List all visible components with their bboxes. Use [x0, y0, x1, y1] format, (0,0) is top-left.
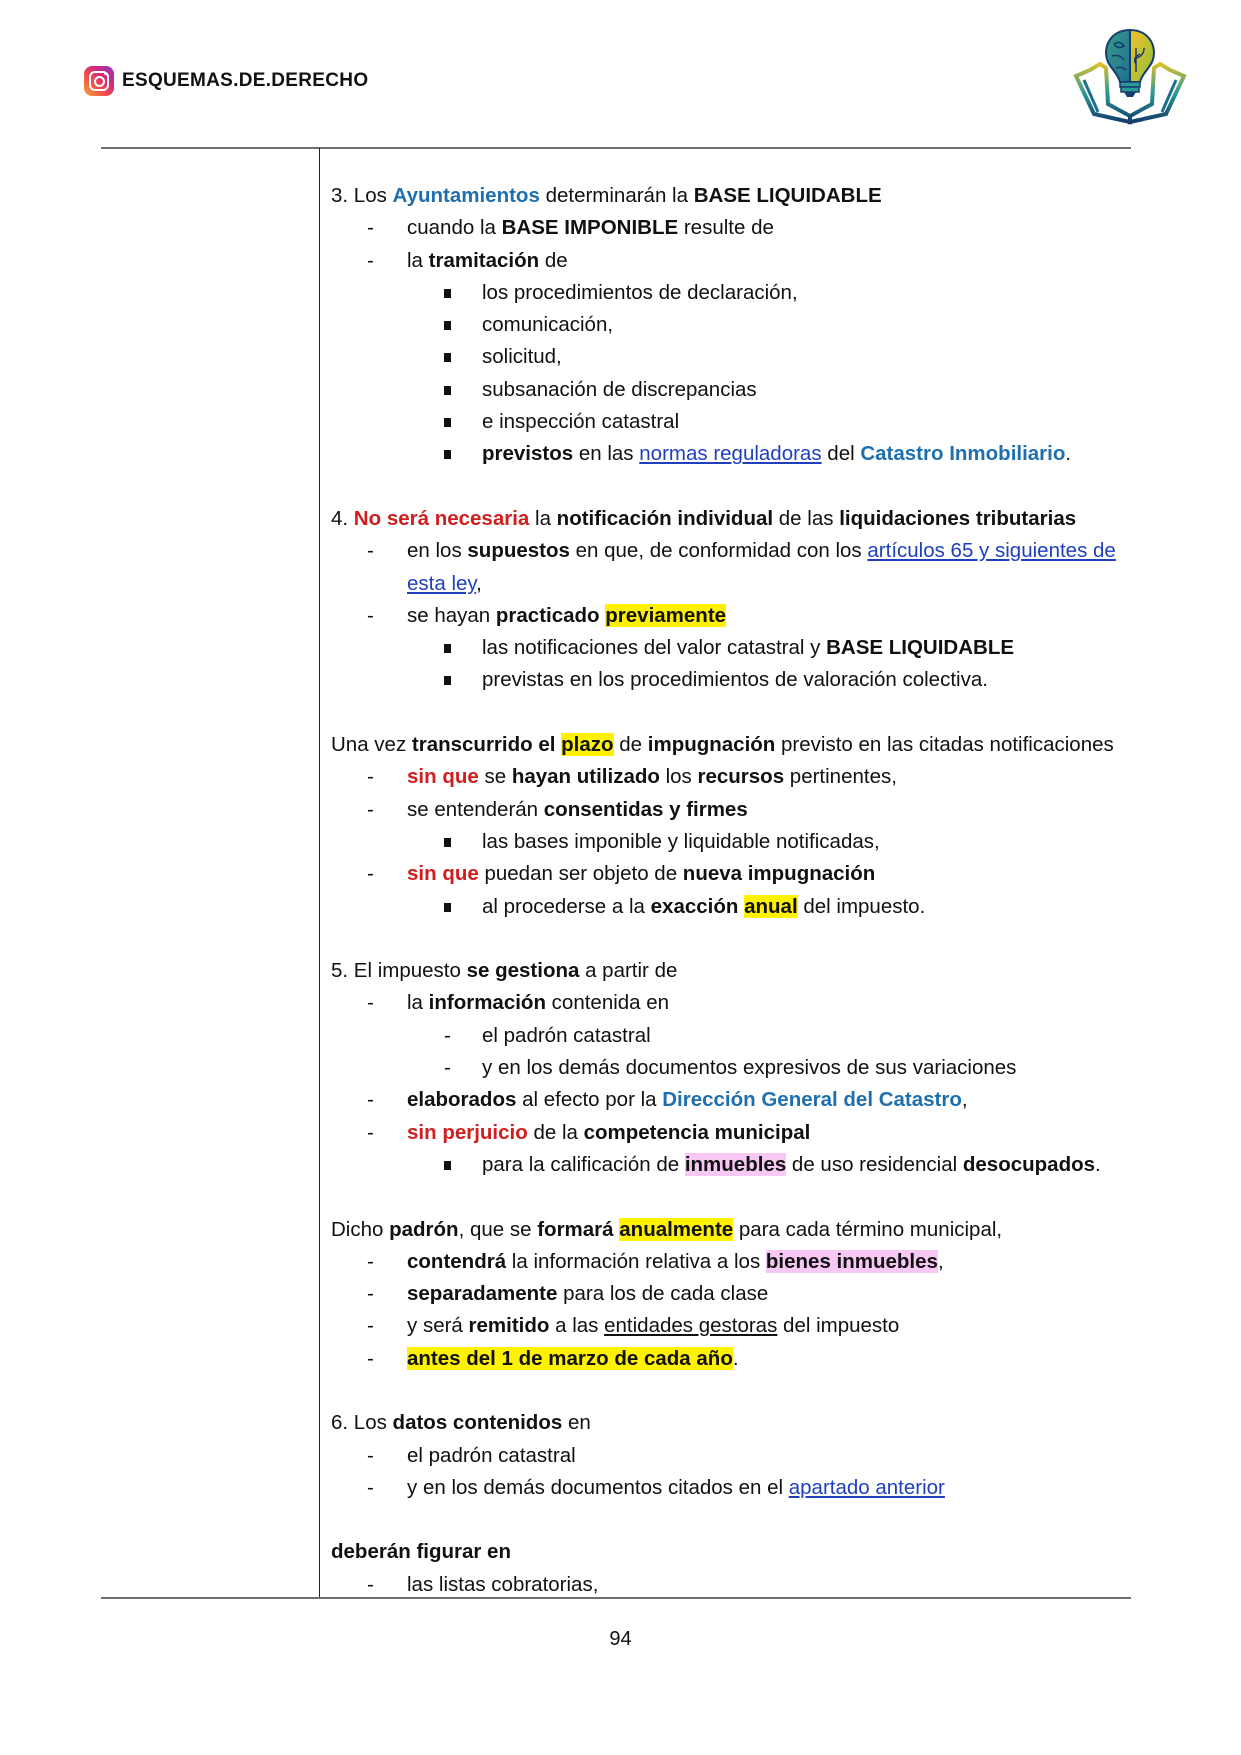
- list-item: [331, 1117, 1131, 1149]
- instagram-icon: [84, 66, 114, 96]
- text-run: en: [562, 1411, 591, 1435]
- sub-list-item: [331, 277, 1131, 309]
- text-run: tramitación: [428, 248, 540, 272]
- text-run: del impuesto: [777, 1314, 900, 1338]
- sub-list-item: [331, 1020, 1131, 1052]
- square-bullet-icon: [444, 903, 451, 912]
- square-bullet-icon: [444, 838, 451, 847]
- text-run: la: [407, 248, 429, 272]
- text-run: y en los demás documentos citados en el: [407, 1475, 789, 1499]
- text-run: y en los demás documentos expresivos de sus variaciones: [482, 1056, 1017, 1080]
- text-run: de: [613, 733, 648, 757]
- text-run: a partir de: [579, 959, 678, 983]
- text-run: de la: [527, 1120, 584, 1144]
- underlined-entidades-gestoras: entidades gestoras: [604, 1314, 778, 1338]
- text-run: notificación individual: [556, 506, 774, 530]
- text-run: No será necesaria: [353, 506, 530, 530]
- list-item: [331, 1084, 1131, 1116]
- list-item: [331, 1343, 1131, 1375]
- text-run: se gestiona: [466, 959, 580, 983]
- dash-bullet: -: [367, 991, 374, 1015]
- dash-bullet: -: [367, 862, 374, 886]
- padron-heading: [331, 1214, 1131, 1246]
- highlight-bienes-inmuebles: bienes inmuebles: [765, 1249, 938, 1273]
- text-run: remitido: [468, 1314, 550, 1338]
- highlight-inmuebles: inmuebles: [684, 1152, 787, 1176]
- brand-name: ESQUEMAS.DE.DERECHO: [122, 70, 369, 91]
- sub-list-item: [331, 1149, 1131, 1181]
- list-item: [331, 858, 1131, 890]
- text-run: 3. Los: [331, 184, 393, 207]
- text-run: el padrón catastral: [482, 1023, 651, 1047]
- list-item: [331, 245, 1131, 277]
- text-run: los procedimientos de declaración,: [482, 280, 798, 304]
- impugnacion-heading: [331, 729, 1131, 761]
- dash-bullet: -: [367, 1282, 374, 1306]
- square-bullet-icon: [444, 321, 451, 330]
- square-bullet-icon: [444, 450, 451, 459]
- text-run: recursos: [697, 765, 785, 789]
- dash-bullet: -: [444, 1056, 451, 1080]
- text-run: determinarán la: [539, 184, 694, 207]
- sub-list-item: [331, 826, 1131, 858]
- section-3-heading: [331, 180, 1131, 212]
- square-bullet-icon: [444, 289, 451, 298]
- text-run: a las: [549, 1314, 605, 1338]
- highlight-anualmente: anualmente: [619, 1217, 734, 1241]
- text-run: se: [478, 765, 512, 789]
- text-run: en las: [573, 442, 640, 466]
- link-normas-reguladoras[interactable]: normas reguladoras: [639, 442, 822, 466]
- dash-bullet: -: [367, 1346, 374, 1370]
- text-run: Dirección General del Catastro: [662, 1088, 962, 1112]
- text-run: de las: [773, 506, 840, 530]
- text-run: y será: [407, 1314, 469, 1338]
- text-run: para cada término municipal,: [733, 1217, 1003, 1241]
- text-run: .: [1095, 1152, 1101, 1176]
- document-body: [331, 180, 1131, 1601]
- square-bullet-icon: [444, 1161, 451, 1170]
- text-run: solicitud,: [482, 345, 562, 369]
- square-bullet-icon: [444, 676, 451, 685]
- section-6-subheading: deberán figurar en: [331, 1540, 511, 1564]
- text-run: e inspección catastral: [482, 410, 680, 434]
- text-run: padrón: [389, 1217, 459, 1241]
- brain-lightbulb-book-logo: [1064, 24, 1196, 130]
- text-run: puedan ser objeto de: [478, 862, 683, 886]
- term-ayuntamientos: Ayuntamientos: [392, 184, 540, 207]
- text-run: la información relativa a los: [506, 1249, 766, 1273]
- text-run: elaborados: [407, 1088, 517, 1112]
- text-run: transcurrido el: [411, 733, 556, 757]
- dash-bullet: -: [367, 539, 374, 563]
- text-run: de: [539, 248, 568, 272]
- text-run: .: [1065, 442, 1072, 466]
- section-4-heading: [331, 503, 1131, 535]
- text-run: previstos: [482, 442, 574, 466]
- dash-bullet: -: [367, 1572, 374, 1596]
- sub-list-item: [331, 891, 1131, 923]
- sub-list-item: [331, 632, 1131, 664]
- sub-list-item: [331, 1052, 1131, 1084]
- text-run: ,: [476, 571, 482, 595]
- text-run: información: [428, 991, 546, 1015]
- text-run: del impuesto.: [797, 894, 926, 918]
- list-item: [331, 794, 1131, 826]
- section-6-heading: [331, 1407, 1131, 1439]
- page-number: 94: [609, 1628, 632, 1650]
- text-run: previsto en las citadas notificaciones: [775, 733, 1114, 757]
- text-run: 4.: [331, 506, 354, 530]
- highlight-deadline: antes del 1 de marzo de cada año: [407, 1346, 733, 1370]
- text-run: supuestos: [467, 539, 570, 563]
- square-bullet-icon: [444, 386, 451, 395]
- list-item: [331, 1310, 1131, 1342]
- text-run: del: [821, 442, 861, 466]
- text-run: datos contenidos: [392, 1411, 563, 1435]
- text-run: previstas en los procedimientos de valoración colectiva.: [482, 668, 988, 692]
- highlight-previamente: previamente: [605, 603, 727, 627]
- text-run: formará: [537, 1217, 614, 1241]
- text-run: al efecto por la: [516, 1088, 663, 1112]
- text-run: consentidas y firmes: [543, 797, 748, 821]
- table-column-divider: [319, 148, 320, 1598]
- link-esta-ley[interactable]: esta ley: [407, 571, 477, 595]
- text-run: liquidaciones tributarias: [839, 506, 1077, 530]
- square-bullet-icon: [444, 353, 451, 362]
- list-item: [331, 600, 1131, 632]
- text-run: para la calificación de: [482, 1152, 685, 1176]
- text-run: .: [732, 1346, 739, 1370]
- text-run: 5. El impuesto: [331, 959, 467, 983]
- text-run: hayan utilizado: [511, 765, 660, 789]
- text-run: Catastro Inmobiliario: [860, 442, 1066, 466]
- text-run: separadamente: [407, 1282, 558, 1306]
- dash-bullet: -: [367, 1088, 374, 1112]
- header-brand: [84, 66, 368, 96]
- text-run: impugnación: [647, 733, 776, 757]
- list-item: [331, 1246, 1131, 1278]
- text-run: las bases imponible y liquidable notificadas,: [482, 829, 880, 853]
- text-run: para los de cada clase: [557, 1282, 769, 1306]
- text-run: en que, de conformidad con los: [569, 539, 868, 563]
- text-run: ,: [937, 1249, 944, 1273]
- text-run: cuando la: [407, 216, 502, 240]
- text-run: Dicho: [331, 1217, 390, 1241]
- text-run: , que se: [458, 1217, 538, 1241]
- list-item: [331, 1278, 1131, 1310]
- list-item-continuation: [331, 568, 1131, 600]
- dash-bullet: -: [367, 1475, 374, 1499]
- text-run: la: [407, 991, 429, 1015]
- list-item: [331, 987, 1131, 1019]
- text-run: nueva impugnación: [682, 862, 876, 886]
- text-run: comunicación,: [482, 313, 614, 337]
- highlight-anual: anual: [744, 894, 798, 918]
- text-run: de uso residencial: [786, 1152, 963, 1176]
- list-item: [331, 535, 1131, 567]
- sub-list-item: [331, 406, 1131, 438]
- link-articulos-65[interactable]: artículos 65 y siguientes de: [867, 539, 1116, 563]
- dash-bullet: -: [367, 1314, 374, 1338]
- text-run: ,: [961, 1088, 968, 1112]
- link-apartado-anterior[interactable]: apartado anterior: [788, 1475, 945, 1499]
- table-top-rule: [101, 147, 1131, 149]
- dash-bullet: -: [367, 1249, 374, 1273]
- text-run: se hayan: [407, 603, 496, 627]
- sub-list-item: [331, 341, 1131, 373]
- dash-bullet: -: [444, 1023, 451, 1047]
- sub-list-item: [331, 664, 1131, 696]
- list-item: [331, 761, 1131, 793]
- text-run: los: [659, 765, 698, 789]
- dash-bullet: -: [367, 765, 374, 789]
- sub-list-item: [331, 309, 1131, 341]
- list-item: [331, 212, 1131, 244]
- sub-list-item: [331, 438, 1131, 470]
- text-run: Una vez: [331, 733, 412, 757]
- text-run: resulte de: [678, 216, 774, 240]
- text-run: contendrá: [407, 1249, 507, 1273]
- text-run: BASE LIQUIDABLE: [826, 636, 1015, 660]
- text-run: subsanación de discrepancias: [482, 377, 757, 401]
- text-run: al procederse a la: [482, 894, 651, 918]
- text-run: exacción: [650, 894, 739, 918]
- dash-bullet: -: [367, 797, 374, 821]
- sub-list-item: [331, 374, 1131, 406]
- text-run: desocupados: [962, 1152, 1096, 1176]
- text-run: sin que: [407, 765, 479, 789]
- text-run: BASE LIQUIDABLE: [693, 184, 882, 207]
- list-item: [331, 1569, 1131, 1601]
- text-run: 6. Los: [331, 1411, 393, 1435]
- highlight-plazo: plazo: [561, 733, 614, 757]
- text-run: contenida en: [545, 991, 670, 1015]
- text-run: se entenderán: [407, 797, 544, 821]
- text-run: pertinentes,: [784, 765, 897, 789]
- list-item: [331, 1440, 1131, 1472]
- text-run: la: [529, 506, 557, 530]
- dash-bullet: -: [367, 248, 374, 272]
- text-run: practicado: [495, 603, 600, 627]
- text-run: BASE IMPONIBLE: [501, 216, 679, 240]
- section-5-heading: [331, 955, 1131, 987]
- dash-bullet: -: [367, 603, 374, 627]
- square-bullet-icon: [444, 644, 451, 653]
- text-run: las notificaciones del valor catastral y: [482, 636, 827, 660]
- dash-bullet: -: [367, 216, 374, 240]
- square-bullet-icon: [444, 418, 451, 427]
- text-run: competencia municipal: [583, 1120, 811, 1144]
- text-run: el padrón catastral: [407, 1443, 576, 1467]
- list-item: [331, 1472, 1131, 1504]
- dash-bullet: -: [367, 1120, 374, 1144]
- text-run: sin que: [407, 862, 479, 886]
- dash-bullet: -: [367, 1443, 374, 1467]
- text-run: sin perjuicio: [407, 1120, 528, 1144]
- text-run: en los: [407, 539, 468, 563]
- text-run: las listas cobratorias,: [407, 1572, 599, 1596]
